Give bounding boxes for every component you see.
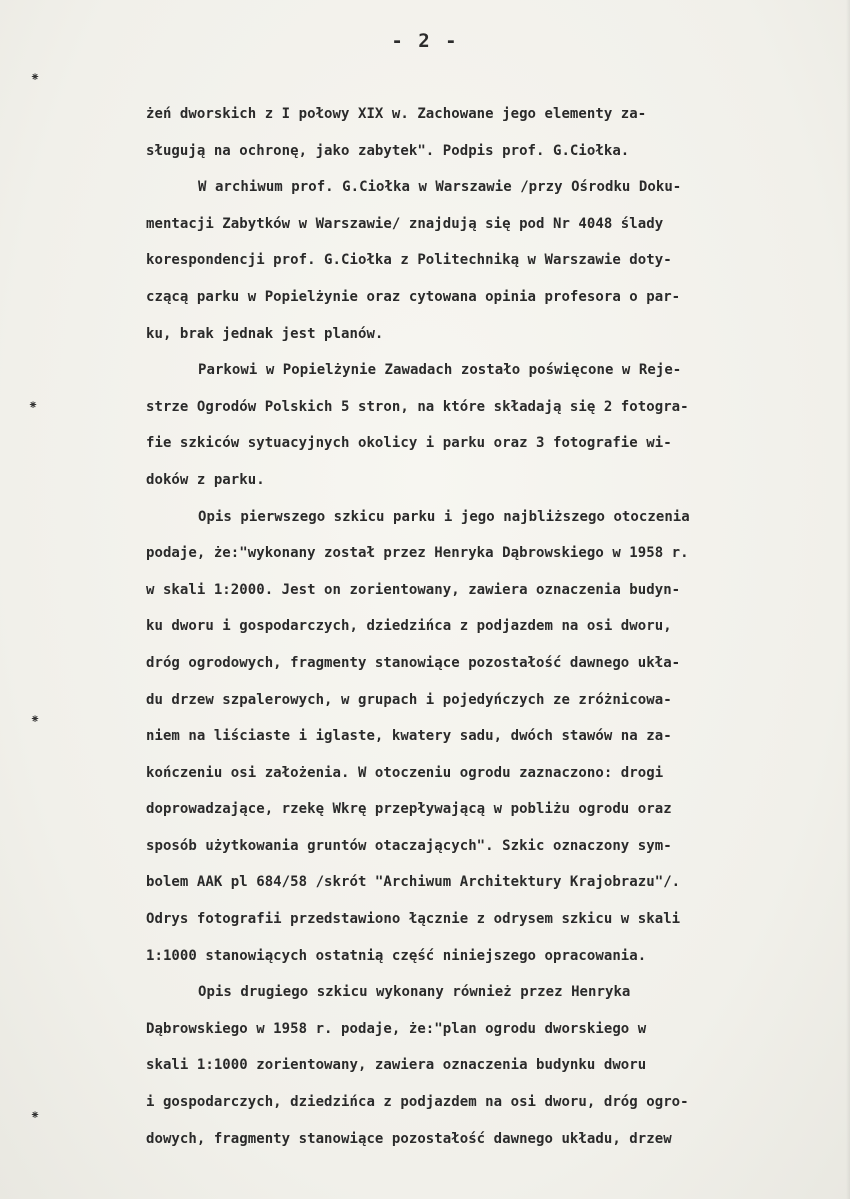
text-line: w skali 1:2000. Jest on zorientowany, zawiera oznaczenia budyn- — [146, 581, 681, 598]
text-line: czącą parku w Popielżynie oraz cytowana opinia profesora o par- — [146, 288, 681, 305]
text-line: strze Ogrodów Polskich 5 stron, na które składają się 2 fotogra- — [146, 398, 689, 415]
text-line: dowych, fragmenty stanowiące pozostałość dawnego układu, drzew — [146, 1130, 672, 1147]
text-line: bolem AAK pl 684/58 /skrót "Archiwum Architektury Krajobrazu"/. — [146, 874, 681, 891]
text-line: Parkowi w Popielżynie Zawadach zostało poświęcone w Reje- — [198, 362, 682, 379]
text-line: Opis pierwszego szkicu parku i jego najbliższego otoczenia — [198, 508, 690, 525]
text-line: sposób użytkowania gruntów otaczających". Szkic oznaczony sym- — [146, 837, 672, 854]
text-line: Odrys fotografii przedstawiono łącznie z odrysem szkicu w skali — [146, 911, 681, 928]
text-line: 1:1000 stanowiących ostatnią część niniejszego opracowania. — [146, 947, 647, 964]
text-line: Dąbrowskiego w 1958 r. podaje, że:"plan ogrodu dworskiego w — [146, 1020, 647, 1037]
margin-mark: ⁕ — [30, 712, 41, 726]
text-line: sługują na ochronę, jako zabytek". Podpis prof. G.Ciołka. — [146, 142, 630, 159]
page-edge — [846, 0, 850, 1199]
text-line: skali 1:1000 zorientowany, zawiera oznaczenia budynku dworu — [146, 1057, 647, 1074]
text-line: ku dworu i gospodarczych, dziedzińca z podjazdem na osi dworu, — [146, 618, 672, 635]
margin-mark: ⁕ — [30, 1108, 41, 1122]
text-line: żeń dworskich z I połowy XIX w. Zachowane jego elementy za- — [146, 106, 647, 122]
text-line: doprowadzające, rzekę Wkrę przepływającą w pobliżu ogrodu oraz — [146, 801, 672, 818]
page-number: - 2 - — [391, 30, 459, 52]
text-line: du drzew szpalerowych, w grupach i pojedyńczych ze zróżnicowa- — [146, 691, 672, 708]
text-line: podaje, że:"wykonany został przez Henryka Dąbrowskiego w 1958 r. — [146, 545, 689, 562]
text-line: doków z parku. — [146, 471, 265, 488]
text-line: fie szkiców sytuacyjnych okolicy i parku oraz 3 fotografie wi- — [146, 435, 672, 452]
margin-mark: ⁕ — [30, 70, 41, 84]
text-line: Opis drugiego szkicu wykonany również przez Henryka — [198, 984, 631, 1001]
text-line: ku, brak jednak jest planów. — [146, 325, 384, 342]
text-line: kończeniu osi założenia. W otoczeniu ogrodu zaznaczono: drogi — [146, 764, 664, 781]
text-line: dróg ogrodowych, fragmenty stanowiące pozostałość dawnego ukła- — [146, 654, 681, 671]
text-line: mentacji Zabytków w Warszawie/ znajdują się pod Nr 4048 ślady — [146, 215, 664, 232]
body-text — [146, 96, 824, 1157]
text-line: niem na liściaste i iglaste, kwatery sadu, dwóch stawów na za- — [146, 728, 672, 745]
margin-mark: ⁕ — [28, 398, 39, 412]
text-line: W archiwum prof. G.Ciołka w Warszawie /przy Ośrodku Doku- — [198, 179, 682, 196]
text-line: i gospodarczych, dziedzińca z podjazdem na osi dworu, dróg ogro- — [146, 1094, 689, 1111]
text-line: korespondencji prof. G.Ciołka z Politechniką w Warszawie doty- — [146, 252, 672, 269]
